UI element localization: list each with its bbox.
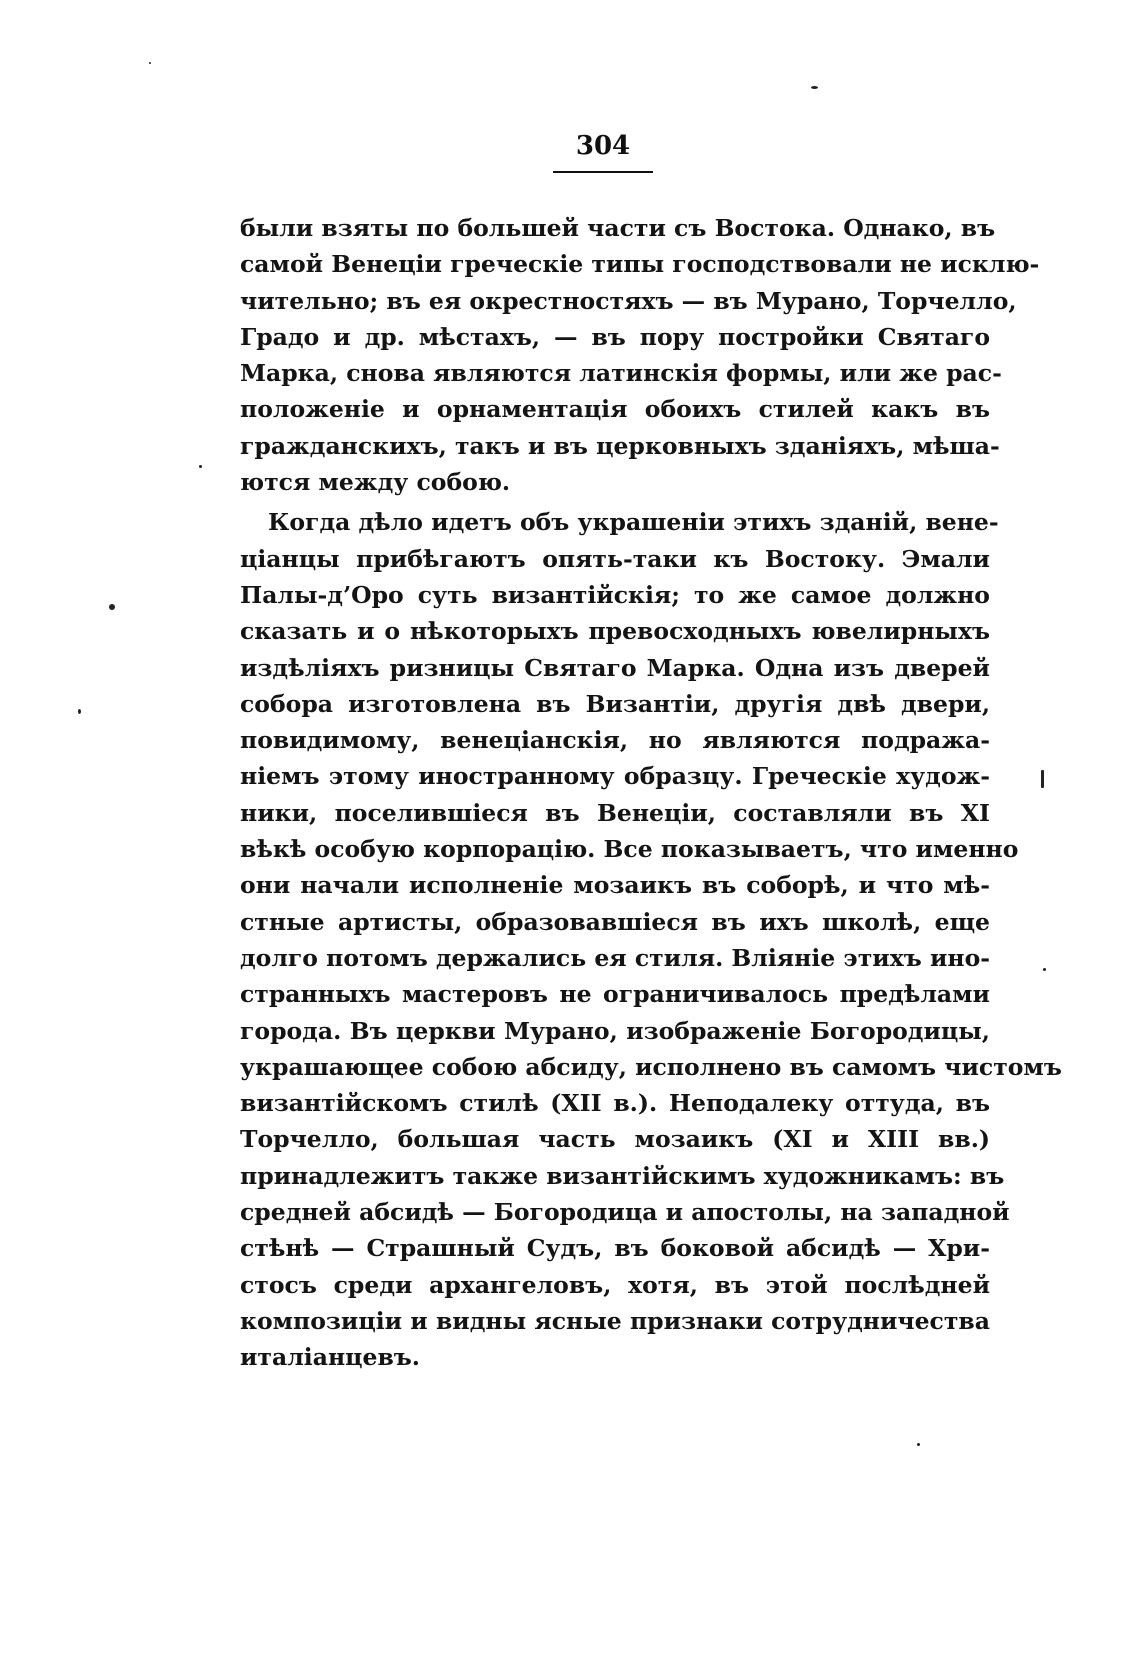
text-line: странныхъ мастеровъ не ограничивалось предѣлами bbox=[240, 980, 990, 1009]
text-line: самой Венеціи греческіе типы господствовали не исклю- bbox=[240, 250, 1040, 279]
scan-speck bbox=[109, 604, 115, 610]
body-text bbox=[240, 210, 1062, 1376]
text-line: положеніе и орнаментація обоихъ стилей какъ въ bbox=[240, 395, 990, 424]
text-line: города. Въ церкви Мурано, изображеніе Богородицы, bbox=[240, 1016, 990, 1045]
text-line: Градо и др. мѣстахъ, — въ пору постройки Святаго bbox=[240, 322, 990, 351]
text-line: чительно; въ ея окрестностяхъ — въ Мурано, Торчелло, bbox=[240, 286, 1017, 315]
text-line: они начали исполненіе мозаикъ въ соборѣ, и что мѣ- bbox=[240, 871, 990, 900]
text-line: Когда дѣло идетъ объ украшеніи этихъ зданій, вене- bbox=[268, 508, 999, 537]
text-line: украшающее собою абсиду, исполнено въ самомъ чистомъ bbox=[240, 1052, 1062, 1081]
text-line: италіанцевъ. bbox=[240, 1343, 420, 1372]
scan-speck bbox=[917, 1443, 920, 1446]
text-line: византійскомъ стилѣ (XII в.). Неподалеку оттуда, въ bbox=[240, 1089, 990, 1118]
text-line: принадлежитъ также византійскимъ художникамъ: въ bbox=[240, 1161, 1005, 1190]
page-number-rule bbox=[553, 171, 653, 173]
paragraph-1 bbox=[240, 210, 1040, 500]
text-line: ніемъ этому иностранному образцу. Греческіе худож- bbox=[240, 762, 990, 791]
text-line: стѣнѣ — Страшный Судъ, въ боковой абсидѣ — Хри- bbox=[240, 1234, 990, 1263]
text-line: ціанцы прибѣгаютъ опять-таки къ Востоку. Эмали bbox=[240, 544, 990, 573]
text-line: долго потомъ держались ея стиля. Вліяніе этихъ ино- bbox=[240, 943, 990, 972]
text-line: были взяты по большей части съ Востока. Однако, въ bbox=[240, 214, 996, 242]
scan-speck bbox=[199, 465, 202, 468]
page-number: 304 bbox=[575, 131, 631, 161]
text-line: ники, поселившіеся въ Венеціи, составляли въ XI bbox=[240, 798, 990, 827]
text-line: Палы-д’Оро суть византійскія; то же самое должно bbox=[240, 580, 990, 609]
scan-speck bbox=[78, 709, 81, 714]
text-line: стные артисты, образовавшіеся въ ихъ школѣ, еще bbox=[240, 907, 990, 936]
text-line: средней абсидѣ — Богородица и апостолы, на западной bbox=[240, 1198, 1010, 1227]
text-line: сказать и о нѣкоторыхъ превосходныхъ ювелирныхъ bbox=[240, 617, 990, 646]
text-line: Торчелло, большая часть мозаикъ (XI и XIII вв.) bbox=[240, 1125, 990, 1154]
scan-speck bbox=[149, 62, 151, 64]
text-line: издѣліяхъ ризницы Святаго Марка. Одна изъ дверей bbox=[240, 653, 990, 682]
scan-speck bbox=[1041, 770, 1044, 788]
scan-speck bbox=[1043, 968, 1046, 971]
paragraph-2 bbox=[240, 504, 1062, 1375]
text-line: ются между собою. bbox=[240, 468, 511, 497]
text-line: композиціи и видны ясные признаки сотрудничества bbox=[240, 1306, 990, 1335]
text-line: стосъ среди архангеловъ, хотя, въ этой послѣдней bbox=[240, 1270, 990, 1299]
text-line: повидимому, венеціанскія, но являются подража- bbox=[240, 726, 990, 755]
text-line: вѣкѣ особую корпорацію. Все показываетъ, что именно bbox=[240, 835, 1019, 864]
text-line: гражданскихъ, такъ и въ церковныхъ зданіяхъ, мѣша- bbox=[240, 431, 1000, 460]
text-line: собора изготовлена въ Византіи, другія двѣ двери, bbox=[240, 689, 990, 718]
text-line: Марка, снова являются латинскія формы, или же рас- bbox=[240, 359, 1002, 388]
scan-speck bbox=[811, 86, 818, 89]
